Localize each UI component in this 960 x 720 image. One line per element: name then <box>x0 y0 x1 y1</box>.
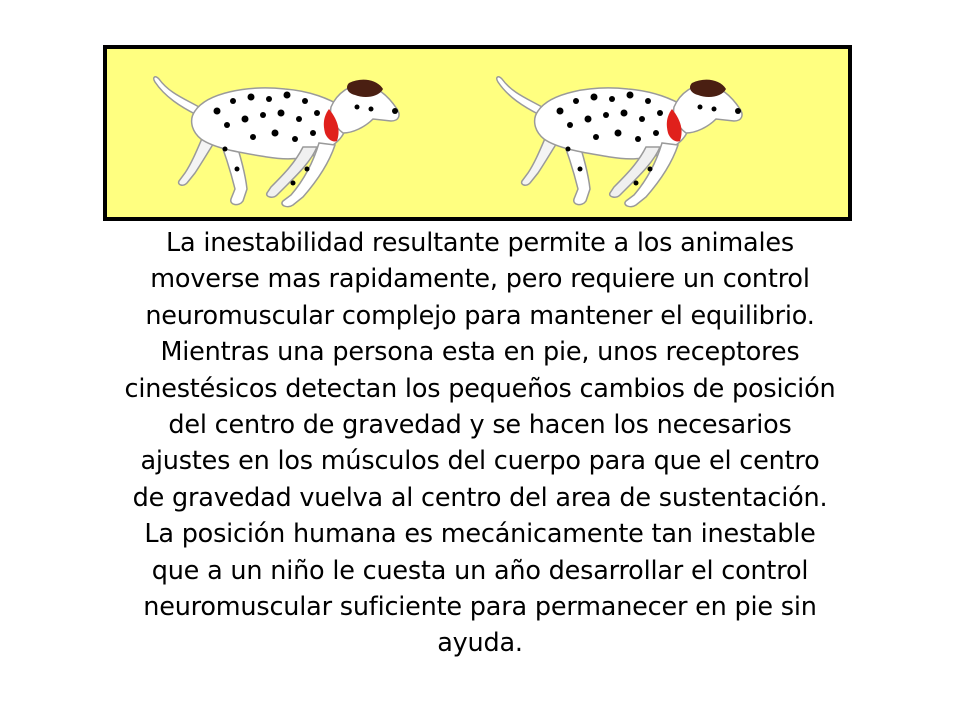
text-line: La inestabilidad resultante permite a los animales <box>166 228 794 258</box>
text-line: La posición humana es mecánicamente tan inestable <box>144 519 816 550</box>
text-line: neuromuscular suficiente para permanecer en pie sin <box>143 592 817 623</box>
dalmatian-dog-left <box>154 77 399 207</box>
running-dogs-illustration <box>107 49 848 217</box>
text-line: cinestésicos detectan los pequeños cambios de posición <box>124 373 836 404</box>
text-line: ayuda. <box>437 628 523 659</box>
text-line: que a un niño le cuesta un año desarrollar el control <box>151 555 809 586</box>
text-line: de gravedad vuelva al centro del area de sustentación. <box>132 482 828 513</box>
text-line: neuromuscular complejo para mantener el equilibrio. <box>145 300 815 331</box>
text-line: Mientras una persona esta en pie, unos receptores <box>160 337 800 368</box>
text-line: del centro de gravedad y se hacen los necesarios <box>168 410 792 441</box>
dalmatian-dog-right <box>497 77 742 207</box>
text-line: ajustes en los músculos del cuerpo para que el centro <box>140 446 820 477</box>
dog-banner <box>103 45 852 221</box>
body-paragraph <box>40 225 920 662</box>
text-line: moverse mas rapidamente, pero requiere un control <box>150 264 810 295</box>
